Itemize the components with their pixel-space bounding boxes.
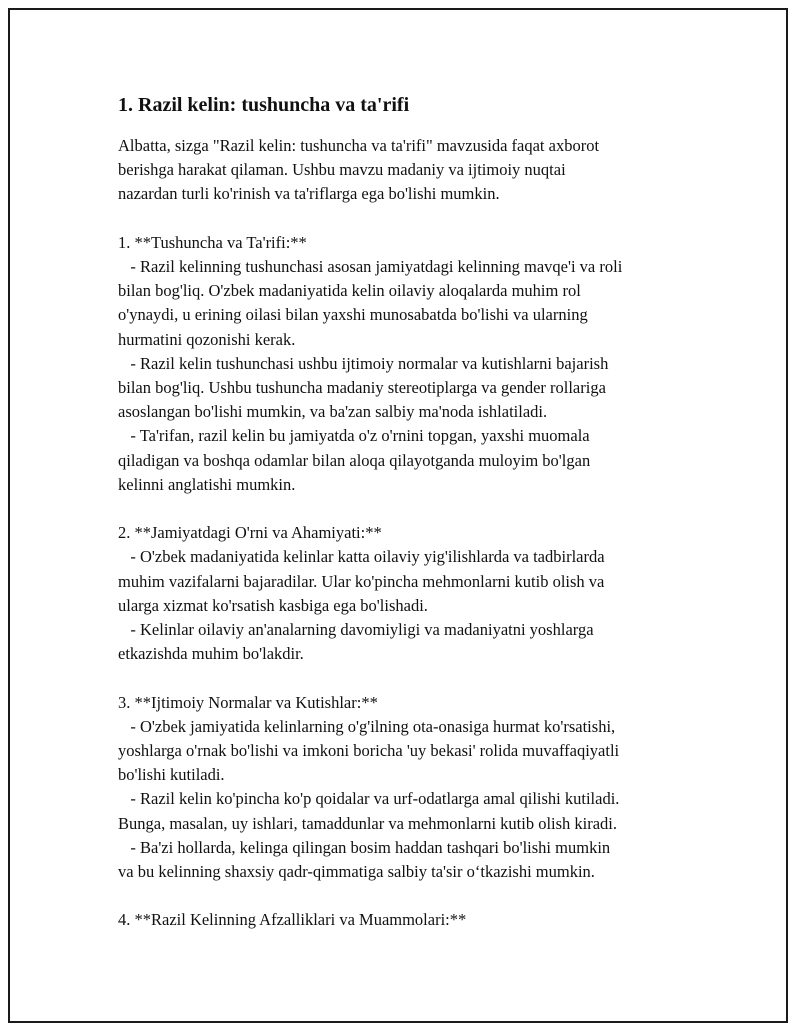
section-3 <box>118 691 688 885</box>
section-line: Bunga, masalan, uy ishlari, tamaddunlar va mehmonlarni kutib olish kiradi. <box>118 813 618 833</box>
section-line: bilan bog'liq. O'zbek madaniyatida kelin oilaviy aloqalarda muhim rol <box>118 281 581 301</box>
section-line: - Razil kelinning tushunchasi asosan jamiyatdagi kelinning mavqe'i va roli <box>118 257 623 276</box>
section-heading: 4. **Razil Kelinning Afzalliklari va Muammolari:** <box>118 910 467 930</box>
document-title: 1. Razil kelin: tushuncha va ta'rifi <box>118 94 410 116</box>
section-heading: 3. **Ijtimoiy Normalar va Kutishlar:** <box>118 692 378 712</box>
spacer <box>118 207 688 231</box>
section-heading: 1. **Tushuncha va Ta'rifi:** <box>118 232 307 252</box>
intro-paragraph <box>118 134 688 207</box>
section-line: - Razil kelin ko'pincha ko'p qoidalar va urf-odatlarga amal qilishi kutiladi. <box>118 789 620 809</box>
section-line: - O'zbek jamiyatida kelinlarning o'g'ilning ota-onasiga hurmat ko'rsatishi, <box>118 716 616 736</box>
intro-line: nazardan turli ko'rinish va ta'riflarga ega bo'lishi mumkin. <box>118 184 500 204</box>
section-line: etkazishda muhim bo'lakdir. <box>118 644 304 664</box>
section-2 <box>118 521 688 666</box>
section-line: hurmatini qozonishi kerak. <box>118 329 296 349</box>
section-line: o'ynaydi, u erining oilasi bilan yaxshi munosabatda bo'lishi va ularning <box>118 305 588 325</box>
spacer <box>118 497 688 521</box>
section-1 <box>118 231 688 497</box>
section-line: asoslangan bo'lishi mumkin, va ba'zan salbiy ma'noda ishlatiladi. <box>118 402 548 422</box>
section-line: va bu kelinning shaxsiy qadr-qimmatiga salbiy ta'sir o‘tkazishi mumkin. <box>118 862 595 882</box>
intro-line: berishga harakat qilaman. Ushbu mavzu madaniy va ijtimoiy nuqtai <box>118 160 566 180</box>
section-line: qiladigan va boshqa odamlar bilan aloqa qilayotganda muloyim bo'lgan <box>118 450 591 470</box>
section-heading: 2. **Jamiyatdagi O'rni va Ahamiyati:** <box>118 523 382 543</box>
section-line: - Ba'zi hollarda, kelinga qilingan bosim haddan tashqari bo'lishi mumkin <box>118 837 611 857</box>
section-line: - Ta'rifan, razil kelin bu jamiyatda o'z o'rnini topgan, yaxshi muomala <box>118 426 590 446</box>
section-4 <box>118 908 688 932</box>
section-line: - Razil kelin tushunchasi ushbu ijtimoiy normalar va kutishlarni bajarish <box>118 353 609 373</box>
section-line: bilan bog'liq. Ushbu tushuncha madaniy stereotiplarga va gender rollariga <box>118 378 606 398</box>
section-line: kelinni anglatishi mumkin. <box>118 474 296 494</box>
spacer <box>118 884 688 908</box>
section-line: yoshlarga o'rnak bo'lishi va imkoni boricha 'uy bekasi' rolida muvaffaqiyatli <box>118 741 620 761</box>
section-line: - Kelinlar oilaviy an'analarning davomiyligi va madaniyatni yoshlarga <box>118 620 594 640</box>
section-line: ularga xizmat ko'rsatish kasbiga ega bo'lishadi. <box>118 595 428 615</box>
document-body <box>118 92 688 933</box>
spacer <box>118 666 688 690</box>
section-line: bo'lishi kutiladi. <box>118 765 225 785</box>
section-line: - O'zbek madaniyatida kelinlar katta oilaviy yig'ilishlarda va tadbirlarda <box>118 547 605 567</box>
section-line: muhim vazifalarni bajaradilar. Ular ko'pincha mehmonlarni kutib olish va <box>118 571 605 591</box>
intro-line: Albatta, sizga "Razil kelin: tushuncha va ta'rifi" mavzusida faqat axborot <box>118 136 600 155</box>
